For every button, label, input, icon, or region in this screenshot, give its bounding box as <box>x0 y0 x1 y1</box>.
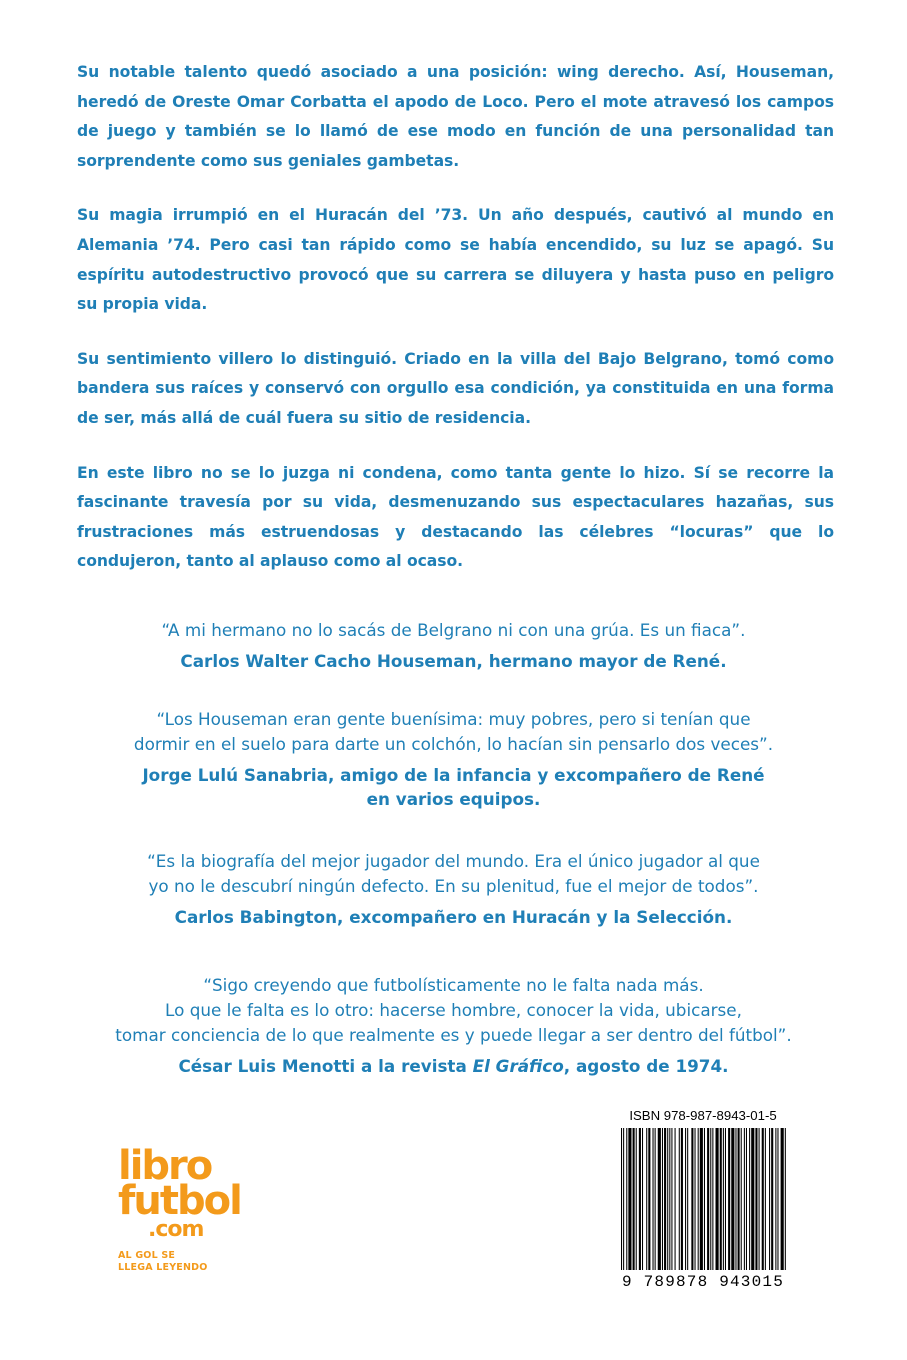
barcode-bar <box>655 1128 656 1270</box>
barcode-digits: 9 789878 943015 <box>621 1273 785 1291</box>
barcode-bar <box>744 1128 745 1270</box>
barcode-bar <box>725 1128 726 1270</box>
barcode-bar <box>781 1128 784 1270</box>
barcode-bar <box>623 1128 624 1270</box>
blurb-paragraph-3: Su sentimiento villero lo distinguió. Criado en la villa del Bajo Belgrano, tomó como bandera sus raíces y conservó con orgullo esa condición, ya constituida en una forma de ser, más allá de cuál fuera su sitio de residencia. <box>77 349 834 427</box>
barcode-bar <box>731 1128 734 1270</box>
quote-author <box>40 1054 867 1078</box>
quote-author-suffix: , agosto de 1974. <box>563 1056 729 1076</box>
barcode-bar <box>687 1128 688 1270</box>
barcode-bar <box>679 1128 680 1270</box>
magazine-title: El Gráfico <box>472 1056 564 1076</box>
barcode-bar <box>765 1128 766 1270</box>
quote-author: Carlos Babington, excompañero en Huracán y la Selección. <box>174 907 733 927</box>
barcode-bar <box>735 1128 736 1270</box>
barcode-bar <box>628 1128 631 1270</box>
barcode-bar <box>667 1128 668 1270</box>
barcode-bar <box>626 1128 627 1270</box>
barcode-bar <box>707 1128 709 1270</box>
barcode-bar <box>662 1128 663 1270</box>
barcode-bar <box>720 1128 722 1270</box>
barcode-bar <box>698 1128 699 1270</box>
barcode-bar <box>728 1128 730 1270</box>
barcode-bar <box>723 1128 724 1270</box>
logo-word-libro: libro <box>118 1143 212 1189</box>
barcode-bar <box>785 1128 786 1270</box>
barcode-bar <box>712 1128 713 1270</box>
back-cover-blurb <box>77 58 834 602</box>
quote-text: “Los Houseman eran gente buenísima: muy pobres, pero si tenían que dormir en el suelo para darte un colchón, lo hacían sin pensarlo dos veces”. <box>133 709 774 754</box>
barcode-bar <box>639 1128 641 1270</box>
barcode-bar <box>695 1128 696 1270</box>
barcode-bar <box>749 1128 750 1270</box>
testimonial-quote <box>40 707 867 811</box>
logo-word-futbol: futbol <box>118 1178 241 1224</box>
barcode-bar <box>741 1128 742 1270</box>
barcode-bar <box>621 1128 622 1270</box>
barcode-bar <box>648 1128 650 1270</box>
testimonials <box>40 618 867 1078</box>
barcode-bar <box>762 1128 764 1270</box>
barcode-bar <box>777 1128 778 1270</box>
barcode-bar <box>759 1128 760 1270</box>
barcode-bar <box>775 1128 776 1270</box>
isbn-barcode <box>615 1106 791 1301</box>
barcode-bar <box>700 1128 703 1270</box>
barcode-bar <box>716 1128 719 1270</box>
quote-author: Carlos Walter Cacho Houseman, hermano mayor de René. <box>180 651 727 671</box>
quote-author: Jorge Lulú Sanabria, amigo de la infancia y excompañero de René en varios equipos. <box>142 765 765 809</box>
quote-text: “Es la biografía del mejor jugador del mundo. Era el único jugador al que yo no le descubrí ningún defecto. En su plenitud, fue el mejor de todos”. <box>147 851 760 896</box>
isbn-label: ISBN 978-987-8943-01-5 <box>629 1108 777 1123</box>
barcode-bar <box>755 1128 757 1270</box>
barcode-bar <box>664 1128 666 1270</box>
barcode-bar <box>646 1128 647 1270</box>
barcode-bar <box>685 1128 686 1270</box>
barcode-bar <box>771 1128 773 1270</box>
barcode-bar <box>671 1128 672 1270</box>
barcode-bar <box>691 1128 693 1270</box>
barcode-bar <box>658 1128 661 1270</box>
barcode-bar <box>642 1128 643 1270</box>
quote-text: “A mi hermano no lo sacás de Belgrano ni con una grúa. Es un fiaca”. <box>161 620 746 640</box>
barcode-bar <box>633 1128 635 1270</box>
publisher-logo <box>118 1143 248 1274</box>
testimonial-quote <box>40 618 867 673</box>
blurb-paragraph-4: En este libro no se lo juzga ni condena, como tanta gente lo hizo. Sí se recorre la fascinante travesía por su vida, desmenuzando sus espectaculares hazañas, sus frustraciones más estruendosas y destacando las célebres “locuras” que lo condujeron, tanto al aplauso como al ocaso. <box>77 463 834 571</box>
publisher-tagline: AL GOL SE LLEGA LEYENDO <box>118 1250 208 1273</box>
barcode-bar <box>704 1128 705 1270</box>
barcode-bar <box>681 1128 683 1270</box>
testimonial-quote <box>40 973 867 1078</box>
barcode-bar <box>769 1128 770 1270</box>
barcode-bar <box>636 1128 637 1270</box>
barcode-bar <box>710 1128 711 1270</box>
quote-author-prefix: César Luis Menotti a la revista <box>178 1056 473 1076</box>
barcode-bar <box>738 1128 740 1270</box>
barcode-bar <box>669 1128 670 1270</box>
barcode-bar <box>746 1128 747 1270</box>
logo-word-com: .com <box>148 1217 204 1242</box>
blurb-paragraph-1: Su notable talento quedó asociado a una posición: wing derecho. Así, Houseman, heredó de Oreste Omar Corbatta el apodo de Loco. Pero el mote atravesó los campos de juego y también se lo llamó de ese modo en función de una personalidad tan sorprendente como sus geniales gambetas. <box>77 63 834 170</box>
barcode-bar <box>653 1128 654 1270</box>
blurb-paragraph-2: Su magia irrumpió en el Huracán del ’73. Un año después, cautivó al mundo en Alemania ’74. Pero casi tan rápido como se había encendido, su luz se apagó. Su espíritu autodestructivo provocó que su carrera se diluyera y hasta puso en peligro su propia vida. <box>77 206 834 314</box>
barcode-bars <box>619 1128 787 1278</box>
barcode-bar <box>751 1128 754 1270</box>
barcode-bar <box>675 1128 676 1270</box>
quote-text: “Sigo creyendo que futbolísticamente no le falta nada más. Lo que le falta es lo otro: hacerse hombre, conocer la vida, ubicarse, tomar conciencia de lo que realmente es y puede llegar a ser dentro del fútbol”. <box>115 975 792 1045</box>
testimonial-quote <box>40 849 867 929</box>
